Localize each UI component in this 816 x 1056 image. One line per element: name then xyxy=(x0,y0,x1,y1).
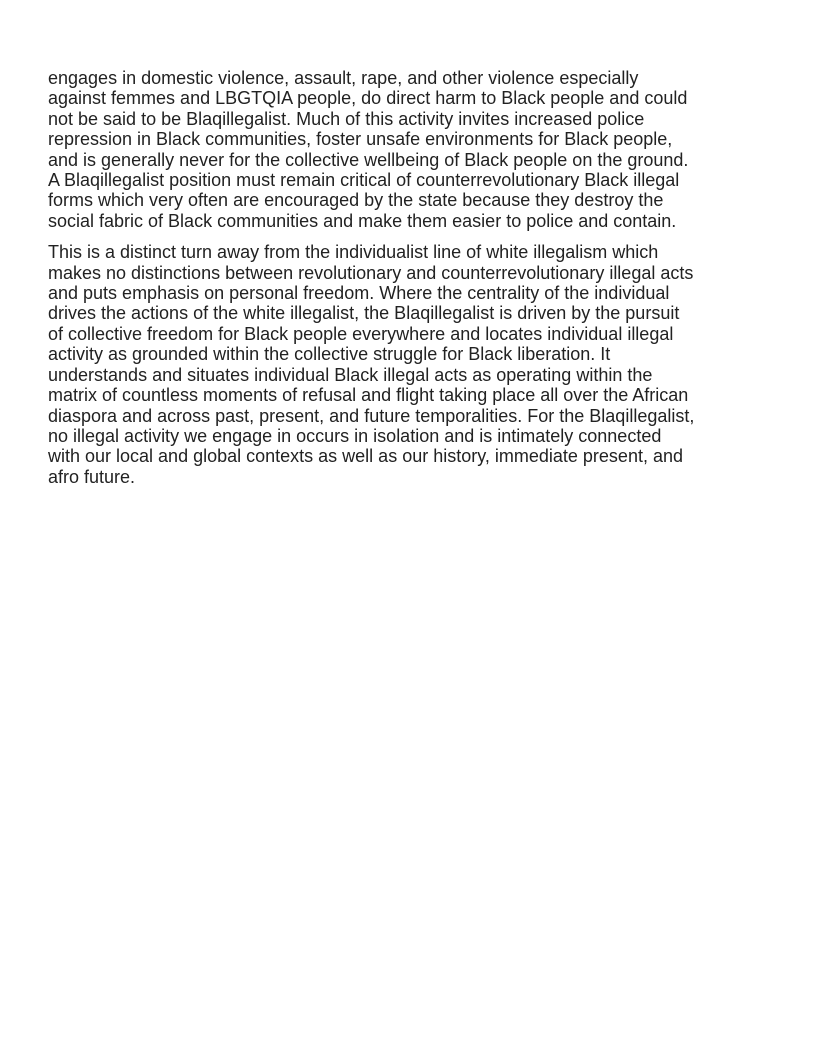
text-line: and is generally never for the collective wellbeing of Black people on the ground. xyxy=(48,149,689,170)
text-line: afro future. xyxy=(48,466,136,487)
text-line: diaspora and across past, present, and future temporalities. For the Blaqillegalist, xyxy=(48,405,695,426)
text-line: engages in domestic violence, assault, rape, and other violence especially xyxy=(48,68,639,88)
paragraph-1 xyxy=(48,68,770,231)
document-page xyxy=(48,68,770,487)
text-line: of collective freedom for Black people everywhere and locates individual illegal xyxy=(48,323,674,344)
text-line: no illegal activity we engage in occurs in isolation and is intimately connected xyxy=(48,425,662,446)
text-line: with our local and global contexts as well as our history, immediate present, and xyxy=(48,446,683,467)
text-line: matrix of countless moments of refusal and flight taking place all over the African xyxy=(48,385,689,406)
text-line: This is a distinct turn away from the individualist line of white illegalism which xyxy=(48,242,659,263)
text-line: understands and situates individual Black illegal acts as operating within the xyxy=(48,364,653,385)
text-line: A Blaqillegalist position must remain critical of counterrevolutionary Black illegal xyxy=(48,170,680,191)
paragraph-2 xyxy=(48,242,770,487)
text-line: social fabric of Black communities and make them easier to police and contain. xyxy=(48,210,677,231)
text-line: and puts emphasis on personal freedom. Where the centrality of the individual xyxy=(48,283,670,304)
text-line: repression in Black communities, foster unsafe environments for Black people, xyxy=(48,129,673,150)
text-line: makes no distinctions between revolutionary and counterrevolutionary illegal acts xyxy=(48,262,694,283)
text-line: activity as grounded within the collective struggle for Black liberation. It xyxy=(48,344,611,365)
text-line: not be said to be Blaqillegalist. Much of this activity invites increased police xyxy=(48,108,645,129)
text-line: forms which very often are encouraged by the state because they destroy the xyxy=(48,190,664,211)
text-line: against femmes and LBGTQIA people, do direct harm to Black people and could xyxy=(48,88,688,109)
text-line: drives the actions of the white illegalist, the Blaqillegalist is driven by the pursuit xyxy=(48,303,680,324)
